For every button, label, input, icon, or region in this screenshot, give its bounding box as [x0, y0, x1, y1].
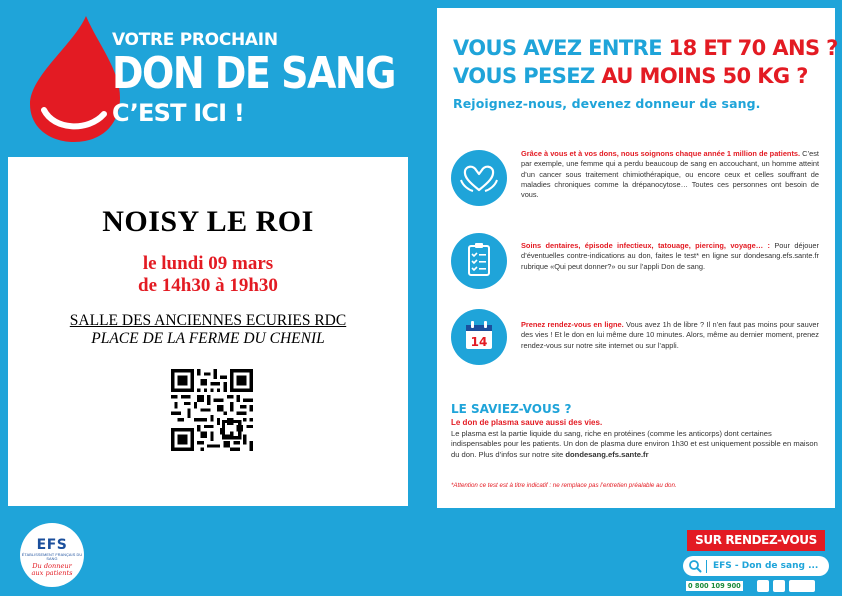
calendar-day: 14: [470, 335, 488, 349]
event-venue: SALLE DES ANCIENNES ECURIES RDC: [69, 312, 347, 329]
event-city: NOISY LE ROI: [102, 205, 314, 238]
efs-slogan-line-1: Du donneur: [32, 562, 72, 570]
join-subtitle: Rejoignez-nous, devenez donneur de sang.: [453, 96, 761, 111]
qr-code[interactable]: [171, 369, 253, 451]
efs-logo-tagline: ÉTABLISSEMENT FRANÇAIS DU SANG: [21, 553, 83, 561]
info-item-appointment-highlight: Prenez rendez-vous en ligne.: [521, 320, 624, 329]
search-text: EFS - Don de sang ...: [713, 561, 819, 571]
partner-logo-icon: [789, 580, 815, 592]
info-item-test-text: Pour déjouer d’éventuelles contre-indications au don, faites le test* en ligne sur dondesang.efs.sante.fr rubrique «Qui peut donner?» ou sur l’appli Don de sang.: [521, 241, 819, 271]
calendar-icon: [451, 309, 507, 365]
plasma-info: Le plasma est la partie liquide du sang, riche en protéines (comme les anticorps) dont certaines indispensables pour les patients. Un don de plasma dure environ 1h30 et est uniquement possible en maison du don. Plus d’infos sur notre site: [451, 429, 818, 459]
event-date: le lundi 09 mars: [142, 253, 274, 274]
play-store-icon[interactable]: [773, 580, 785, 592]
search-icon: [688, 559, 702, 573]
app-store-icon[interactable]: [757, 580, 769, 592]
header-line-3: C’EST ICI !: [112, 99, 244, 127]
footnote: *Attention ce test est à titre indicatif : ne remplace pas l’entretien préalable au don.: [451, 482, 677, 489]
header-line-2: DON DE SANG: [112, 47, 395, 99]
search-divider: [706, 560, 707, 573]
weight-question: [453, 64, 808, 88]
efs-slogan-line-2: aux patients: [31, 569, 73, 577]
event-card: [8, 157, 408, 506]
appointment-badge: SUR RENDEZ-VOUS: [687, 530, 825, 551]
efs-logo: [20, 523, 84, 587]
weight-question-highlight: AU MOINS 50 KG ?: [601, 64, 808, 88]
age-question: [453, 36, 838, 60]
efs-logo-letters: EFS: [36, 537, 68, 553]
info-item-patients-highlight: Grâce à vous et à vos dons, nous soignons chaque année 1 million de patients.: [521, 149, 801, 158]
header-line-1: VOTRE PROCHAIN: [112, 30, 278, 50]
saviez-vous-subtitle: Le don de plasma sauve aussi des vies.: [451, 418, 603, 427]
event-hours: de 14h30 à 19h30: [138, 275, 278, 296]
event-address: PLACE DE LA FERME DU CHENIL: [91, 330, 325, 347]
weight-question-prefix: VOUS PESEZ: [453, 64, 602, 88]
age-question-prefix: VOUS AVEZ ENTRE: [453, 36, 669, 60]
heart-hands-icon: [451, 150, 507, 206]
search-bar[interactable]: [683, 556, 829, 576]
blood-drop-icon: [24, 14, 124, 144]
saviez-vous-title: LE SAVIEZ-VOUS ?: [451, 402, 572, 416]
info-item-appointment-text: Vous avez 1h de libre ? Il n’en faut pas moins pour sauver des vies ! Et le don en lui même dure 10 minutes. Alors, même au dernier moment, prenez rendez-vous sur notre site internet ou sur l’appli.: [521, 320, 819, 350]
info-item-test: [521, 241, 819, 272]
info-item-test-highlight: Soins dentaires, épisode infectieux, tatouage, piercing, voyage… :: [521, 241, 771, 250]
info-item-patients: [521, 149, 819, 200]
saviez-vous-text: [451, 429, 823, 460]
info-item-patients-text: C’est par exemple, une femme qui a perdu beaucoup de sang en accouchant, un homme atteint d’un cancer sous traitement chimiothérapique, ou encore ceux et celles souffrant de maladies chroniques comme la drépanocytose… Toutes ces personnes ont besoin de vous.: [521, 149, 819, 200]
campaign-header: [112, 30, 395, 128]
eligibility-panel: [437, 8, 838, 508]
checklist-icon: [451, 233, 507, 289]
age-question-highlight: 18 ET 70 ANS ?: [668, 36, 838, 60]
phone-number[interactable]: 0 800 109 900: [688, 582, 741, 590]
info-item-appointment: [521, 320, 819, 351]
website-link[interactable]: dondesang.efs.sante.fr: [565, 449, 649, 459]
